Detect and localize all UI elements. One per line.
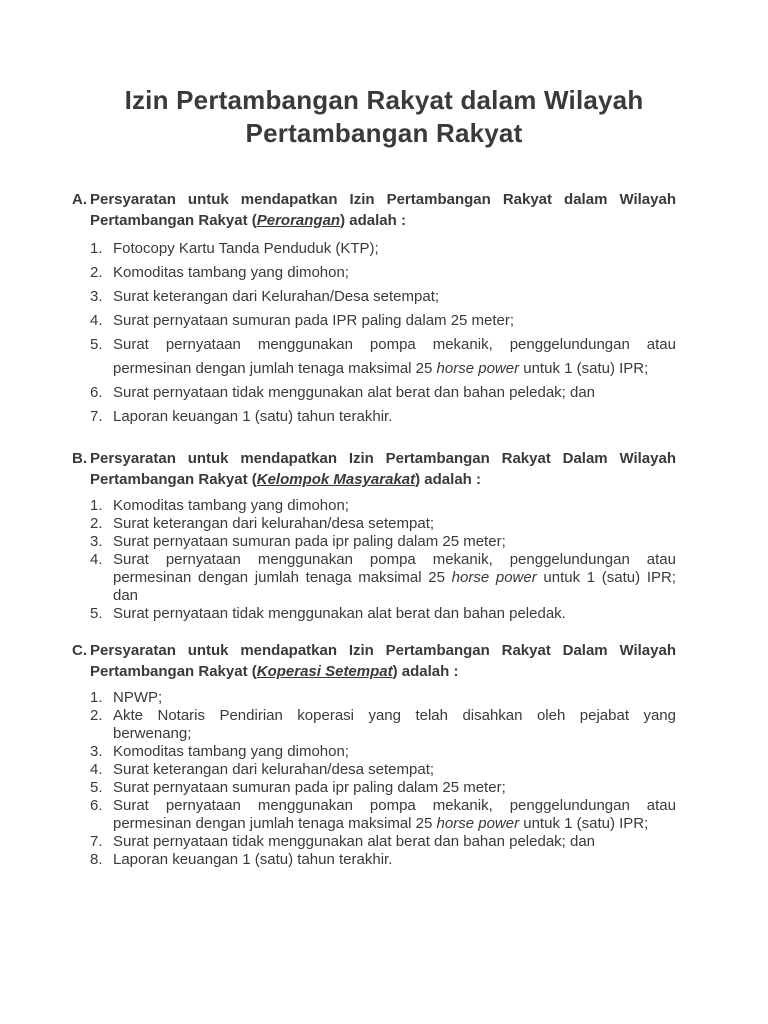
emphasized-term: Perorangan bbox=[256, 212, 341, 229]
text-segment: Surat pernyataan tidak menggunakan alat berat dan bahan peledak; dan bbox=[113, 384, 596, 401]
list-item-text bbox=[113, 533, 676, 551]
text-segment: Surat keterangan dari Kelurahan/Desa setempat; bbox=[113, 288, 440, 305]
list-item bbox=[90, 533, 676, 551]
list-item-text bbox=[113, 779, 676, 797]
list-item-text bbox=[113, 333, 676, 381]
text-segment: berwenang; bbox=[113, 725, 192, 742]
list-item-text bbox=[113, 797, 676, 833]
text-line bbox=[90, 661, 676, 682]
text-segment: Persyaratan untuk mendapatkan Izin Pertambangan Rakyat Dalam Wilayah bbox=[90, 642, 676, 659]
section-heading-text bbox=[90, 189, 676, 231]
list-item bbox=[90, 743, 676, 761]
italic-term: horse power bbox=[451, 569, 537, 586]
text-segment: Komoditas tambang yang dimohon; bbox=[113, 497, 349, 514]
list-item-number: 4. bbox=[90, 761, 103, 778]
text-segment: Surat pernyataan menggunakan pompa mekanik, penggelundungan atau bbox=[113, 336, 676, 353]
title-line-2: Pertambangan Rakyat bbox=[245, 118, 523, 148]
text-line bbox=[113, 587, 676, 605]
section-label: B. bbox=[72, 450, 87, 467]
text-segment: Laporan keuangan 1 (satu) tahun terakhir. bbox=[113, 851, 393, 868]
text-line bbox=[113, 605, 676, 623]
text-segment: Surat pernyataan sumuran pada ipr paling dalam 25 meter; bbox=[113, 779, 506, 796]
text-segment: Pertambangan Rakyat ( bbox=[90, 471, 257, 488]
text-segment: Laporan keuangan 1 (satu) tahun terakhir. bbox=[113, 408, 393, 425]
section-heading bbox=[72, 448, 676, 490]
text-line bbox=[113, 357, 676, 381]
section-heading-text bbox=[90, 448, 676, 490]
text-segment: Surat pernyataan menggunakan pompa mekanik, penggelundungan atau bbox=[113, 551, 676, 568]
text-segment: Surat pernyataan sumuran pada IPR paling dalam 25 meter; bbox=[113, 312, 515, 329]
text-line bbox=[113, 761, 676, 779]
text-segment: Persyaratan untuk mendapatkan Izin Pertambangan Rakyat dalam Wilayah bbox=[90, 191, 676, 208]
list-item bbox=[90, 551, 676, 605]
italic-term: horse power bbox=[436, 815, 520, 832]
list-item bbox=[90, 237, 676, 261]
list-item bbox=[90, 797, 676, 833]
section-list bbox=[72, 497, 676, 623]
text-segment: Pertambangan Rakyat ( bbox=[90, 212, 257, 229]
text-line bbox=[113, 237, 676, 261]
list-item-number: 1. bbox=[90, 689, 103, 706]
list-item-number: 6. bbox=[90, 384, 103, 401]
text-segment: untuk 1 (satu) IPR; bbox=[536, 569, 676, 586]
list-item-number: 3. bbox=[90, 533, 103, 550]
text-line bbox=[113, 515, 676, 533]
text-segment: untuk 1 (satu) IPR; bbox=[519, 360, 649, 377]
list-item-text bbox=[113, 309, 676, 333]
list-item-number: 5. bbox=[90, 336, 103, 353]
section-list bbox=[72, 237, 676, 429]
text-segment: permesinan dengan jumlah tenaga maksimal 25 bbox=[113, 569, 452, 586]
section-label: C. bbox=[72, 642, 87, 659]
text-line bbox=[90, 448, 676, 469]
list-item-text bbox=[113, 285, 676, 309]
text-line bbox=[113, 333, 676, 357]
list-item-text bbox=[113, 761, 676, 779]
section-a bbox=[72, 189, 676, 429]
text-line bbox=[113, 497, 676, 515]
list-item-number: 3. bbox=[90, 743, 103, 760]
list-item-text bbox=[113, 237, 676, 261]
document-body bbox=[0, 189, 768, 869]
list-item-number: 4. bbox=[90, 551, 103, 568]
list-item bbox=[90, 515, 676, 533]
list-item bbox=[90, 707, 676, 743]
list-item bbox=[90, 261, 676, 285]
section-label: A. bbox=[72, 191, 87, 208]
text-line bbox=[113, 689, 676, 707]
text-line bbox=[90, 189, 676, 210]
text-line bbox=[113, 833, 676, 851]
list-item bbox=[90, 605, 676, 623]
text-line bbox=[113, 285, 676, 309]
list-item bbox=[90, 333, 676, 381]
text-line bbox=[113, 851, 676, 869]
text-line bbox=[113, 815, 676, 833]
list-item-number: 8. bbox=[90, 851, 103, 868]
italic-term: horse power bbox=[436, 360, 520, 377]
text-segment: permesinan dengan jumlah tenaga maksimal 25 bbox=[113, 815, 437, 832]
list-item-number: 2. bbox=[90, 707, 103, 724]
text-line bbox=[113, 551, 676, 569]
list-item bbox=[90, 381, 676, 405]
list-item-text bbox=[113, 743, 676, 761]
list-item-text bbox=[113, 515, 676, 533]
list-item bbox=[90, 761, 676, 779]
section-heading bbox=[72, 189, 676, 231]
text-segment: Surat keterangan dari kelurahan/desa setempat; bbox=[113, 761, 435, 778]
list-item-text bbox=[113, 381, 676, 405]
list-item-text bbox=[113, 851, 676, 869]
section-list bbox=[72, 689, 676, 869]
text-segment: Akte Notaris Pendirian koperasi yang telah disahkan oleh pejabat yang bbox=[113, 707, 676, 724]
text-line bbox=[113, 707, 676, 725]
list-item-number: 7. bbox=[90, 408, 103, 425]
text-line bbox=[90, 210, 676, 231]
list-item-number: 6. bbox=[90, 797, 103, 814]
text-segment: Surat keterangan dari kelurahan/desa setempat; bbox=[113, 515, 435, 532]
list-item bbox=[90, 689, 676, 707]
list-item-number: 2. bbox=[90, 515, 103, 532]
section-c bbox=[72, 640, 676, 869]
emphasized-term: Kelompok Masyarakat bbox=[256, 471, 416, 488]
list-item bbox=[90, 833, 676, 851]
list-item bbox=[90, 309, 676, 333]
text-segment: permesinan dengan jumlah tenaga maksimal 25 bbox=[113, 360, 437, 377]
list-item-text bbox=[113, 405, 676, 429]
list-item-number: 4. bbox=[90, 312, 103, 329]
text-segment: Komoditas tambang yang dimohon; bbox=[113, 264, 349, 281]
text-segment: Surat pernyataan menggunakan pompa mekanik, penggelundungan atau bbox=[113, 797, 676, 814]
text-line bbox=[113, 797, 676, 815]
section-b bbox=[72, 448, 676, 623]
text-segment: ) adalah : bbox=[340, 212, 406, 229]
text-segment: ) adalah : bbox=[415, 471, 481, 488]
list-item-number: 3. bbox=[90, 288, 103, 305]
text-line bbox=[113, 569, 676, 587]
list-item bbox=[90, 779, 676, 797]
list-item-text bbox=[113, 261, 676, 285]
document-title bbox=[0, 84, 768, 150]
list-item-number: 2. bbox=[90, 264, 103, 281]
text-segment: ) adalah : bbox=[392, 663, 459, 680]
text-segment: dan bbox=[113, 587, 139, 604]
title-line-1: Izin Pertambangan Rakyat dalam Wilayah bbox=[124, 85, 644, 115]
text-line bbox=[90, 640, 676, 661]
text-segment: Surat pernyataan tidak menggunakan alat berat dan bahan peledak; dan bbox=[113, 833, 596, 850]
text-line bbox=[113, 779, 676, 797]
list-item-number: 7. bbox=[90, 833, 103, 850]
text-segment: Pertambangan Rakyat ( bbox=[90, 663, 257, 680]
text-line bbox=[113, 725, 676, 743]
list-item-text bbox=[113, 551, 676, 605]
list-item-text bbox=[113, 497, 676, 515]
text-segment: Surat pernyataan sumuran pada ipr paling dalam 25 meter; bbox=[113, 533, 506, 550]
text-line bbox=[90, 469, 676, 490]
list-item-text bbox=[113, 605, 676, 623]
text-line bbox=[113, 743, 676, 761]
text-line bbox=[113, 261, 676, 285]
list-item-text bbox=[113, 707, 676, 743]
section-heading bbox=[72, 640, 676, 682]
text-segment: Komoditas tambang yang dimohon; bbox=[113, 743, 349, 760]
list-item-number: 5. bbox=[90, 605, 103, 622]
list-item-text bbox=[113, 833, 676, 851]
list-item bbox=[90, 285, 676, 309]
text-segment: NPWP; bbox=[113, 689, 163, 706]
section-heading-text bbox=[90, 640, 676, 682]
text-line bbox=[113, 309, 676, 333]
list-item bbox=[90, 497, 676, 515]
text-line bbox=[113, 405, 676, 429]
text-line bbox=[113, 381, 676, 405]
list-item-number: 1. bbox=[90, 240, 103, 257]
text-segment: Persyaratan untuk mendapatkan Izin Pertambangan Rakyat Dalam Wilayah bbox=[90, 450, 676, 467]
list-item bbox=[90, 405, 676, 429]
list-item-text bbox=[113, 689, 676, 707]
emphasized-term: Koperasi Setempat bbox=[256, 663, 393, 680]
list-item-number: 5. bbox=[90, 779, 103, 796]
list-item bbox=[90, 851, 676, 869]
list-item-number: 1. bbox=[90, 497, 103, 514]
text-line bbox=[113, 533, 676, 551]
text-segment: Surat pernyataan tidak menggunakan alat berat dan bahan peledak. bbox=[113, 605, 566, 622]
text-segment: Fotocopy Kartu Tanda Penduduk (KTP); bbox=[113, 240, 379, 257]
text-segment: untuk 1 (satu) IPR; bbox=[519, 815, 649, 832]
